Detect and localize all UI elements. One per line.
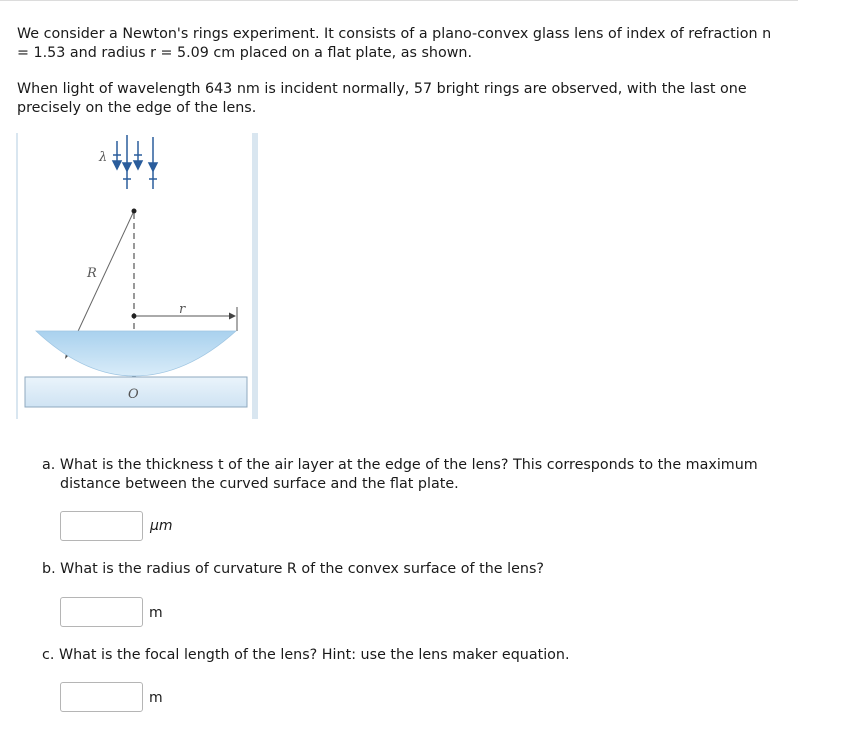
plano-convex-lens	[36, 331, 236, 376]
answer-c-input[interactable]	[60, 682, 143, 712]
question-c-text: c. What is the focal length of the lens? Hint: use the lens maker equation.	[42, 647, 570, 663]
lens-radius-label: r	[179, 302, 186, 317]
lens-center-dot	[132, 314, 137, 319]
question-b-text: b. What is the radius of curvature R of the convex surface of the lens?	[42, 561, 544, 577]
center-of-curvature-dot	[132, 209, 137, 214]
figure-left-edge	[16, 133, 18, 419]
top-divider	[0, 0, 798, 1]
intro-paragraph-2: When light of wavelength 643 nm is incident normally, 57 bright rings are observed, with the last one precisely on the edge of the lens.	[17, 81, 747, 116]
question-a-text: a. What is the thickness t of the air layer at the edge of the lens? This corresponds to the maximum distance between the curved surface and the flat plate.	[42, 457, 758, 492]
answer-a-input[interactable]	[60, 511, 143, 541]
answer-a-unit: μm	[150, 518, 173, 534]
wavelength-label: λ	[99, 150, 108, 165]
answer-b-unit: m	[149, 605, 163, 621]
figure-right-edge	[252, 133, 258, 419]
lens-radius-arrowhead	[229, 313, 236, 320]
intro-paragraph-1: We consider a Newton's rings experiment. It consists of a plano-convex glass lens of index of refraction n = 1.53 and radius r = 5.09 cm placed on a flat plate, as shown.	[17, 26, 772, 61]
radius-of-curvature-label: R	[87, 266, 97, 281]
incident-light-arrows	[113, 135, 157, 189]
answer-b-input[interactable]	[60, 597, 143, 627]
answer-c-unit: m	[149, 690, 163, 706]
contact-point-label: O	[128, 387, 139, 402]
newtons-rings-figure	[16, 133, 258, 419]
